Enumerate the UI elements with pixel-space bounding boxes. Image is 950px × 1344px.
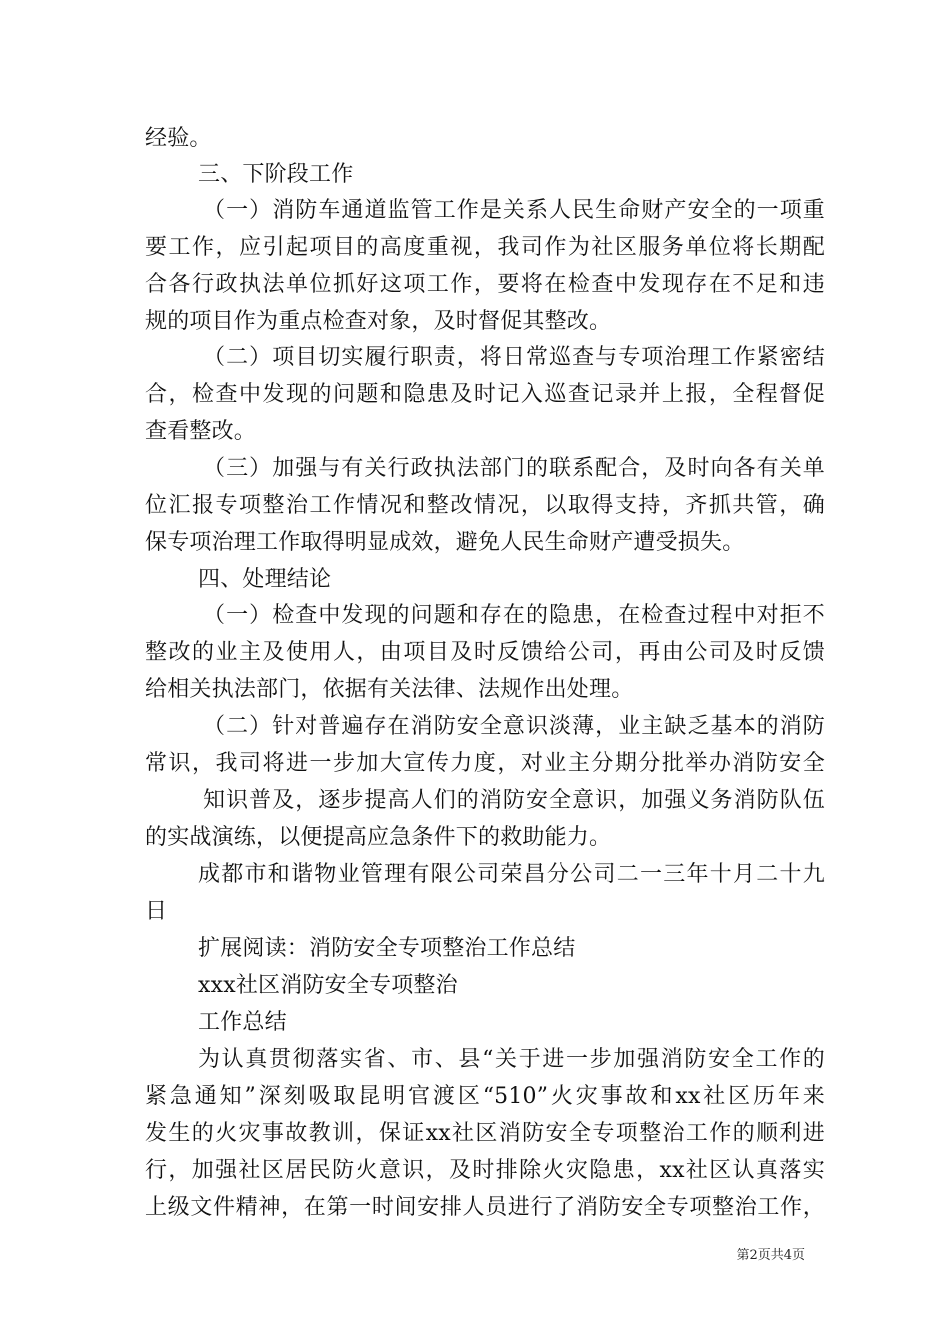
- page-number: 第2页共4页: [736, 1248, 805, 1263]
- text-line: 常识，我司将进一步加大宣传力度，对业主分期分批举办消防安全: [145, 751, 825, 776]
- text-line: （一）消防车通道监管工作是关系人民生命财产安全的一项重: [203, 198, 825, 223]
- text-line: 知识普及，逐步提高人们的消防安全意识，加强义务消防队伍: [203, 788, 825, 813]
- text-line: xxx社区消防安全专项整治: [198, 973, 458, 998]
- text-line: 上级文件精神，在第一时间安排人员进行了消防安全专项整治工作，: [145, 1195, 825, 1220]
- text-line: 紧急通知”深刻吸取昆明官渡区“510”火灾事故和xx社区历年来: [145, 1084, 825, 1109]
- text-line: 位汇报专项整治工作情况和整改情况，以取得支持，齐抓共管，确: [145, 493, 825, 518]
- text-line: 规的项目作为重点检查对象，及时督促其整改。: [145, 309, 612, 334]
- text-line: 要工作，应引起项目的高度重视，我司作为社区服务单位将长期配: [145, 235, 825, 260]
- text-line: （一）检查中发现的问题和存在的隐患，在检查过程中对拒不: [203, 603, 825, 628]
- signature-line: 成都市和谐物业管理有限公司荣昌分公司二一三年十月二十九: [198, 862, 825, 887]
- text-line: 查看整改。: [145, 419, 257, 444]
- text-line: 整改的业主及使用人，由项目及时反馈给公司，再由公司及时反馈: [145, 640, 825, 665]
- text-line: 给相关执法部门，依据有关法律、法规作出处理。: [145, 677, 634, 702]
- section-heading: 四、处理结论: [198, 567, 332, 592]
- text-line: 日: [145, 899, 168, 924]
- text-line: 合各行政执法单位抓好这项工作，要将在检查中发现存在不足和违: [145, 272, 825, 297]
- text-line: 发生的火灾事故教训，保证xx社区消防安全专项整治工作的顺利进: [145, 1121, 825, 1146]
- text-line: 的实战演练，以便提高应急条件下的救助能力。: [145, 825, 612, 850]
- text-line: 保专项治理工作取得明显成效，避免人民生命财产遭受损失。: [145, 530, 745, 555]
- text-line: 行，加强社区居民防火意识，及时排除火灾隐患，xx社区认真落实: [145, 1158, 825, 1183]
- text-line: （二）项目切实履行职责，将日常巡查与专项治理工作紧密结: [203, 345, 825, 370]
- extended-reading-title: 扩展阅读：消防安全专项整治工作总结: [198, 936, 576, 961]
- section-heading: 三、下阶段工作: [198, 162, 354, 187]
- text-line: （二）针对普遍存在消防安全意识淡薄，业主缺乏基本的消防: [203, 714, 825, 739]
- text-line: 合，检查中发现的问题和隐患及时记入巡查记录并上报，全程督促: [145, 382, 825, 407]
- text-line: （三）加强与有关行政执法部门的联系配合，及时向各有关单: [203, 456, 825, 481]
- text-line: 为认真贯彻落实省、市、县“关于进一步加强消防安全工作的: [198, 1047, 825, 1072]
- text-line: 经验。: [145, 126, 212, 151]
- text-line: 工作总结: [198, 1010, 287, 1035]
